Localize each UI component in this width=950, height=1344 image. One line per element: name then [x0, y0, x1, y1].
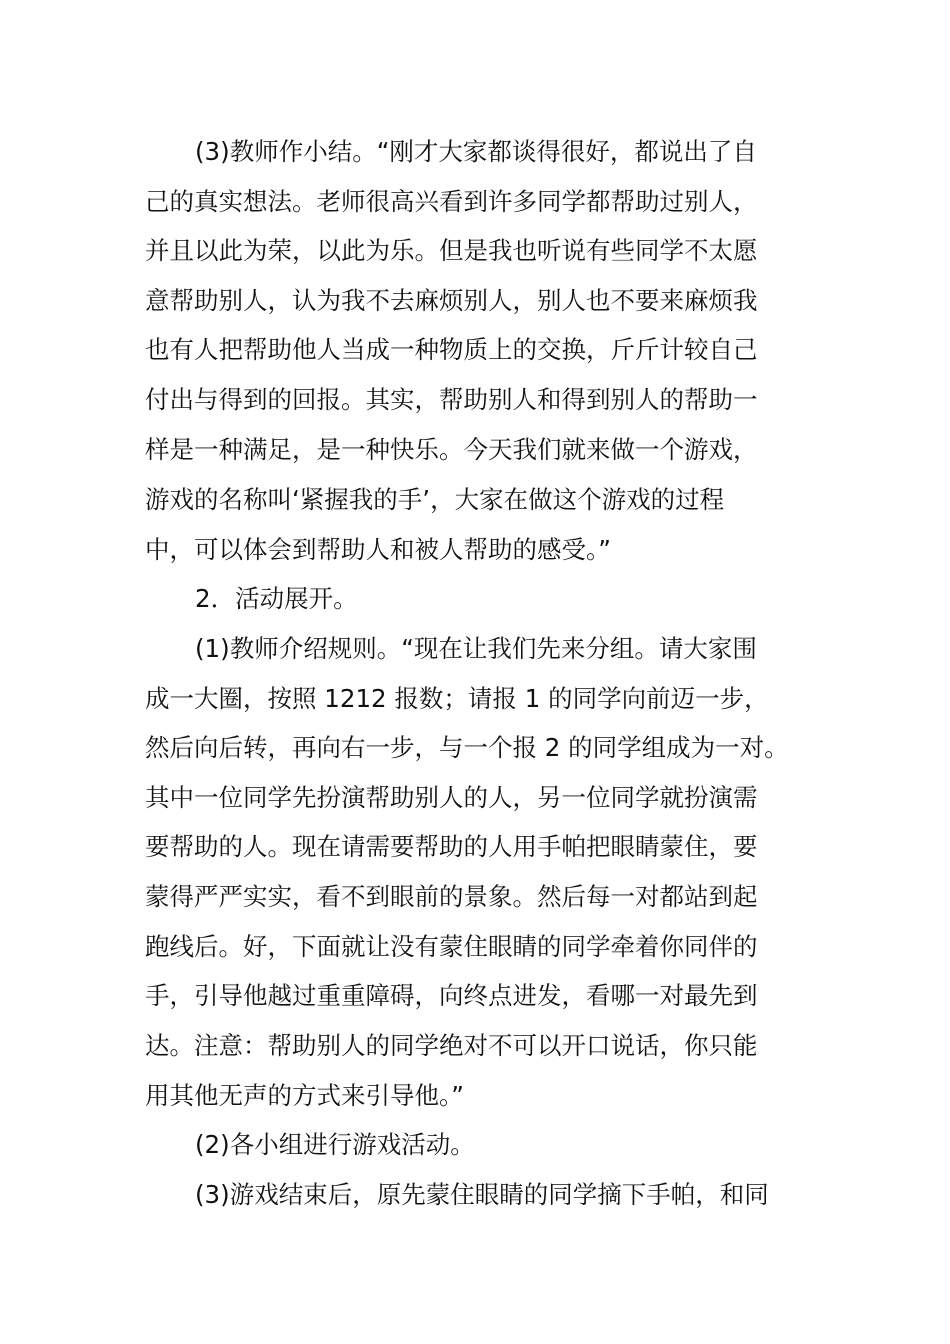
text-line: 要帮助的人。现在请需要帮助的人用手帕把眼睛蒙住，要 [145, 832, 758, 861]
text-line: 游戏的名称叫‘紧握我的手’，大家在做这个游戏的过程 [145, 485, 725, 514]
section-heading: 2．活动展开。 [195, 584, 358, 613]
text-line: (1)教师介绍规则。“现在让我们先来分组。请大家围 [195, 634, 757, 663]
text-line: (2)各小组进行游戏活动。 [195, 1130, 475, 1159]
text-line: 中，可以体会到帮助人和被人帮助的感受。” [145, 535, 611, 564]
text-line: 并且以此为荣，以此为乐。但是我也听说有些同学不太愿 [145, 236, 758, 265]
text-line: 手，引导他越过重重障碍，向终点进发，看哪一对最先到 [145, 981, 758, 1010]
text-line: 己的真实想法。老师很高兴看到许多同学都帮助过别人， [145, 187, 758, 216]
text-line: 然后向后转，再向右一步，与一个报 2 的同学组成为一对。 [145, 733, 789, 762]
text-line: 达。注意：帮助别人的同学绝对不可以开口说话，你只能 [145, 1031, 758, 1060]
text-line: 意帮助别人，认为我不去麻烦别人，别人也不要来麻烦我 [145, 286, 758, 315]
text-line: 用其他无声的方式来引导他。” [145, 1081, 464, 1110]
text-line: 成一大圈，按照 1212 报数；请报 1 的同学向前迈一步， [145, 684, 769, 713]
text-line: 也有人把帮助他人当成一种物质上的交换，斤斤计较自己 [145, 335, 758, 364]
text-line: 付出与得到的回报。其实，帮助别人和得到别人的帮助一 [145, 385, 758, 414]
text-line: 蒙得严严实实，看不到眼前的景象。然后每一对都站到起 [145, 882, 758, 911]
text-line: (3)游戏结束后，原先蒙住眼睛的同学摘下手帕，和同 [195, 1180, 769, 1209]
text-line: (3)教师作小结。“刚才大家都谈得很好，都说出了自 [195, 137, 757, 166]
text-line: 样是一种满足，是一种快乐。今天我们就来做一个游戏， [145, 435, 758, 464]
text-line: 跑线后。好，下面就让没有蒙住眼睛的同学牵着你同伴的 [145, 932, 758, 961]
text-line: 其中一位同学先扮演帮助别人的人，另一位同学就扮演需 [145, 783, 758, 812]
